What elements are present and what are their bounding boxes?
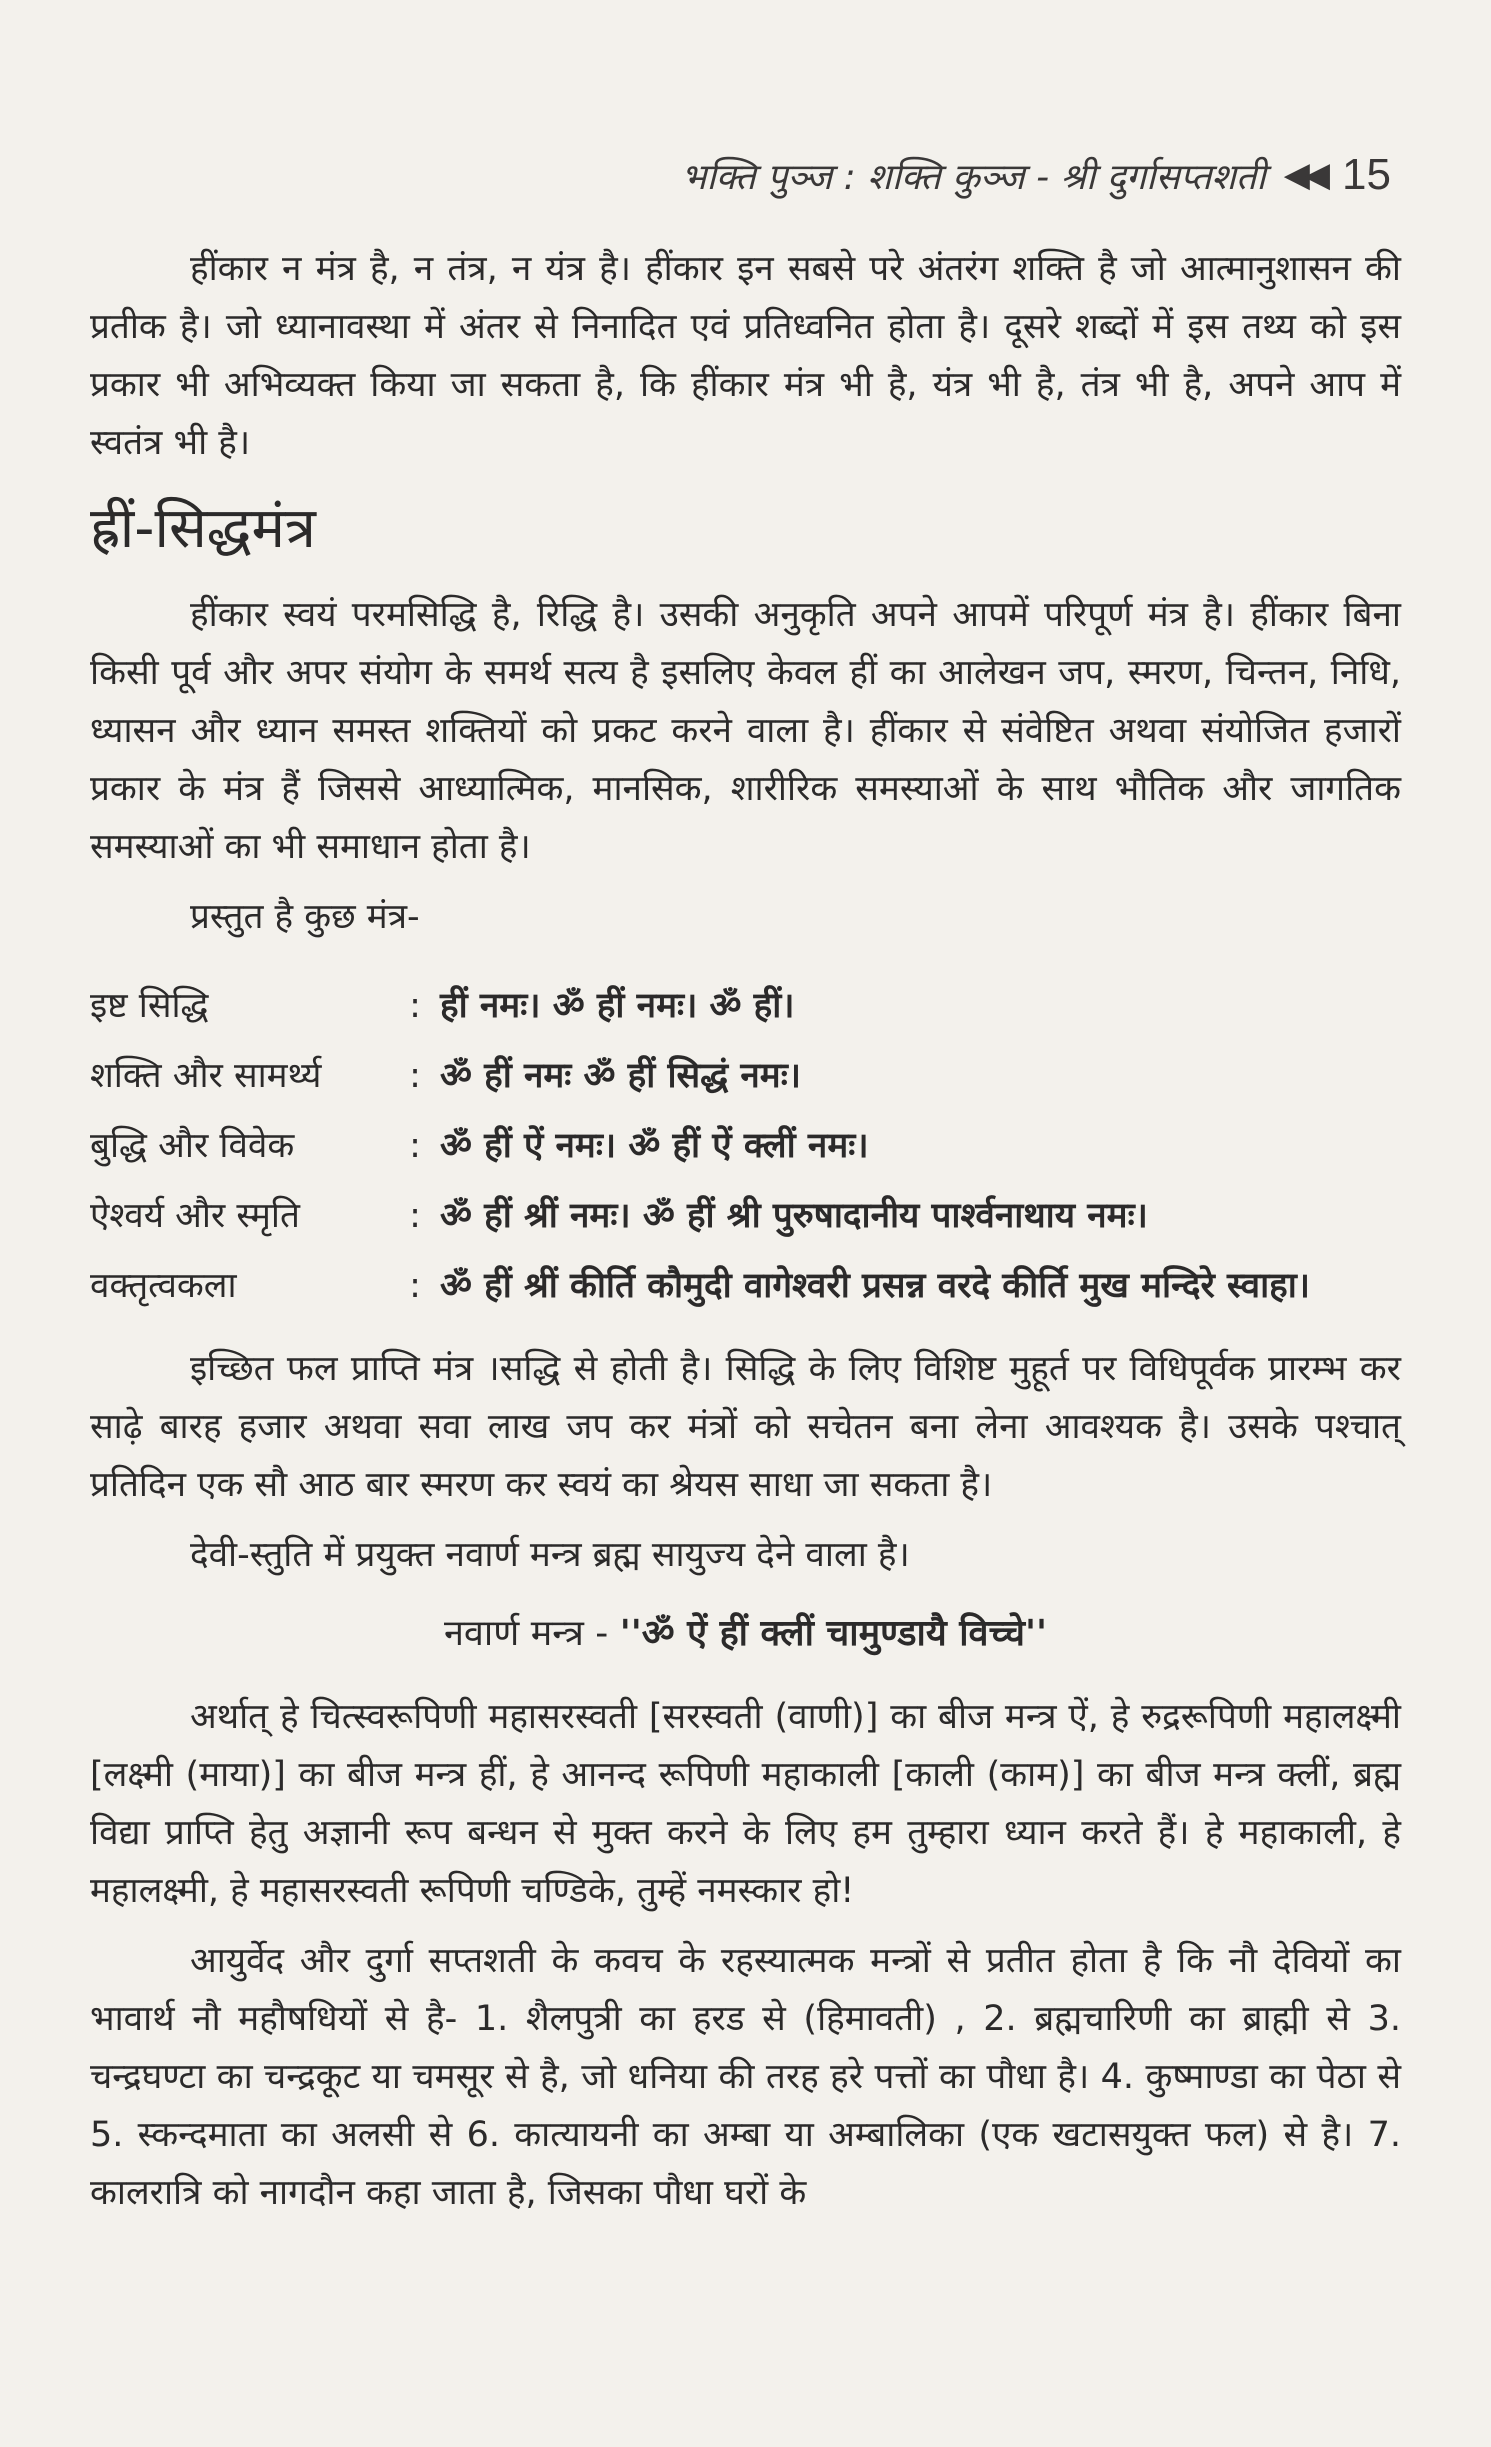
paragraph-7: आयुर्वेद और दुर्गा सप्तशती के कवच के रहस्यात्मक मन्त्रों से प्रतीत होता है कि नौ देवियों का भावार्थ नौ महौषधियों से है- 1. शैलपुत्री का हरड से (हिमावती) , 2. ब्रह्मचारिणी का ब्राह्मी से 3. चन्द्रघण्टा का चन्द्रकूट या चमसूर से है, जो धनिया की तरह हरे पत्तों का पौधा है। 4. कुष्माण्डा का पेठा से 5. स्कन्दमाता का अलसी से 6. कात्यायनी का अम्बा या अम्बालिका (एक खटासयुक्त फल) से है। 7. कालरात्रि को नागदौन कहा जाता है, जिसका पौधा घरों के — [90, 1941, 1401, 2213]
navarna-mantra — [90, 1602, 1401, 1666]
mantra-colon: : — [409, 1266, 421, 1306]
mantra-label: वक्तृत्वकला — [90, 1266, 237, 1306]
header-title: भक्ति पुञ्ज : शक्ति कुञ्ज - श्री दुर्गासप्तशती — [681, 156, 1266, 198]
mantra-colon: : — [409, 986, 421, 1026]
mantra-colon: : — [409, 1196, 421, 1236]
mantra-row — [90, 974, 1401, 1038]
paragraph-2: हींकार स्वयं परमसिद्धि है, रिद्धि है। उसकी अनुकृति अपने आपमें परिपूर्ण मंत्र है। हींकार बिना किसी पूर्व और अपर संयोग के समर्थ सत्य है इसलिए केवल हीं का आलेखन जप, स्मरण, चिन्तन, निधि, ध्यासन और ध्यान समस्त शक्तियों को प्रकट करने वाला है। हींकार से संवेष्टित अथवा संयोजित हजारों प्रकार के मंत्र हैं जिससे आध्यात्मिक, मानसिक, शारीरिक समस्याओं के साथ भौतिक और जागतिक समस्याओं का भी समाधान होता है। — [90, 595, 1401, 867]
mantra-row — [90, 1184, 1401, 1248]
page-number: 15 — [1342, 150, 1391, 199]
mantra-text: ॐ हीं नमः ॐ हीं सिद्धं नमः। — [440, 1056, 802, 1096]
navarna-text: ''ॐ ऐं हीं क्लीं चामुण्डायै विच्चे'' — [619, 1613, 1048, 1654]
mantra-text: ॐ हीं ऐं नमः। ॐ हीं ऐं क्लीं नमः। — [440, 1126, 869, 1166]
mantra-list — [90, 974, 1401, 1318]
mantra-text: ॐ हीं श्रीं नमः। ॐ हीं श्री पुरुषादानीय पार्श्वनाथाय नमः। — [440, 1196, 1148, 1236]
mantra-label: शक्ति और सामर्थ्य — [90, 1056, 322, 1096]
navarna-label: नवार्ण मन्त्र - — [443, 1613, 609, 1654]
paragraph-3: प्रस्तुत है कुछ मंत्र- — [190, 897, 420, 937]
mantra-colon: : — [409, 1126, 421, 1166]
mantra-row — [90, 1254, 1401, 1318]
paragraph-5: देवी-स्तुति में प्रयुक्त नवार्ण मन्त्र ब्रह्म सायुज्य देने वाला है। — [190, 1535, 910, 1575]
mantra-colon: : — [409, 1056, 421, 1096]
mantra-row — [90, 1044, 1401, 1108]
mantra-label: इष्ट सिद्धि — [90, 986, 209, 1026]
mantra-label: बुद्धि और विवेक — [90, 1126, 295, 1166]
paragraph-6: अर्थात् हे चित्स्वरूपिणी महासरस्वती [सरस्वती (वाणी)] का बीज मन्त्र ऐं, हे रुद्ररूपिणी महालक्ष्मी [लक्ष्मी (माया)] का बीज मन्त्र हीं, हे आनन्द रूपिणी महाकाली [काली (काम)] का बीज मन्त्र क्लीं, ब्रह्म विद्या प्राप्ति हेतु अज्ञानी रूप बन्धन से मुक्त करने के लिए हम तुम्हारा ध्यान करते हैं। हे महाकाली, हे महालक्ष्मी, हे महासरस्वती रूपिणी चण्डिके, तुम्हें नमस्कार हो! — [90, 1697, 1401, 1911]
paragraph-4: इच्छित फल प्राप्ति मंत्र ।सद्धि से होती है। सिद्धि के लिए विशिष्ट मुहूर्त पर विधिपूर्वक प्रारम्भ कर साढ़े बारह हजार अथवा सवा लाख जप कर मंत्रों को सचेतन बना लेना आवश्यक है। उसके पश्चात् प्रतिदिन एक सौ आठ बार स्मरण कर स्वयं का श्रेयस साधा जा सकता है। — [90, 1349, 1401, 1505]
mantra-text: ॐ हीं श्रीं कीर्ति कौमुदी वागेश्वरी प्रसन्न वरदे कीर्ति मुख मन्दिरे स्वाहा। — [440, 1266, 1311, 1306]
rewind-icon: ◀◀ — [1283, 155, 1325, 195]
running-header — [681, 150, 1391, 200]
mantra-row — [90, 1114, 1401, 1178]
section-heading: ह्रीं-सिद्धमंत्र — [90, 496, 316, 561]
page-body — [90, 240, 1401, 2234]
mantra-label: ऐश्वर्य और स्मृति — [90, 1196, 300, 1236]
paragraph-1: हींकार न मंत्र है, न तंत्र, न यंत्र है। हींकार इन सबसे परे अंतरंग शक्ति है जो आत्मानुशासन की प्रतीक है। जो ध्यानावस्था में अंतर से निनादित एवं प्रतिध्वनित होता है। दूसरे शब्दों में इस तथ्य को इस प्रकार भी अभिव्यक्त किया जा सकता है, कि हींकार मंत्र भी है, यंत्र भी है, तंत्र भी है, अपने आप में स्वतंत्र भी है। — [90, 249, 1401, 463]
mantra-text: हीं नमः। ॐ हीं नमः। ॐ हीं। — [440, 986, 795, 1026]
